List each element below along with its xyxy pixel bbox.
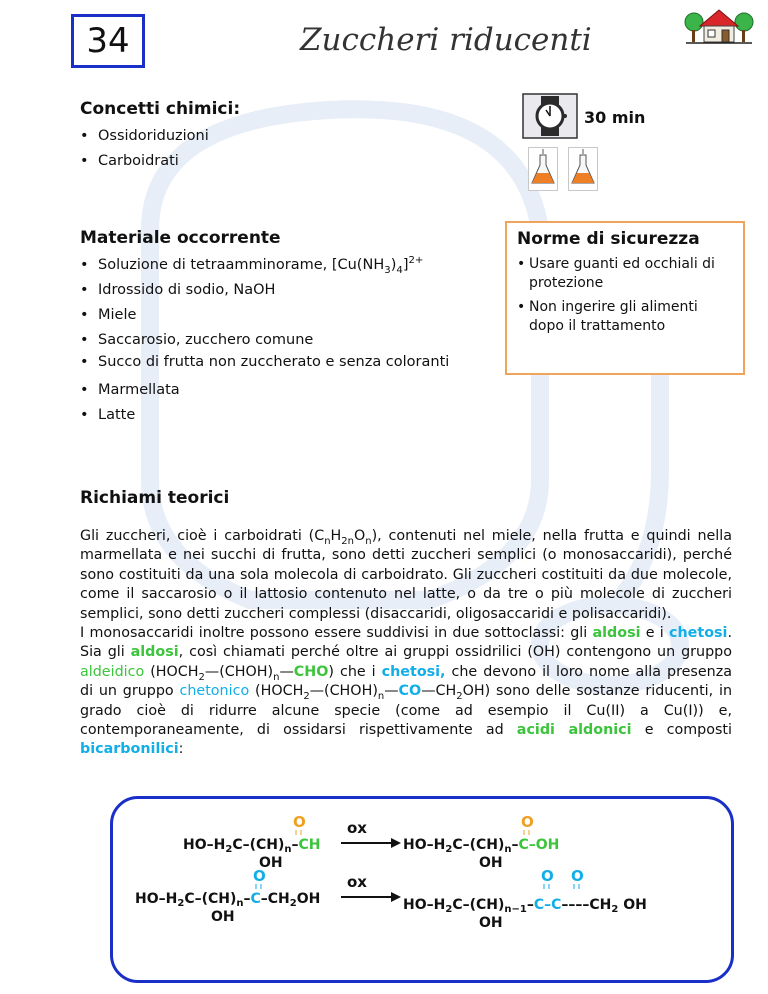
- list-item: • Ossidoriduzioni: [80, 124, 480, 149]
- list-item: • Non ingerire gli alimenti dopo il trattamento: [517, 298, 733, 336]
- list-item: • Latte: [80, 403, 520, 428]
- stopwatch-icon: [522, 93, 578, 139]
- safety-panel: [505, 221, 745, 375]
- list-item: • Idrossido di sodio, NaOH: [80, 278, 520, 303]
- list-item: • Succo di frutta non zuccherato e senza coloranti: [80, 353, 520, 378]
- concetti-list: [80, 124, 480, 174]
- theory-text: [80, 527, 732, 760]
- aldonic-acid-formula: $HO-H_2C-(CH)_n-C-OH$: [403, 837, 560, 855]
- list-item: • Usare guanti ed occhiali di protezione: [517, 255, 733, 293]
- materiale-heading: Materiale occorrente: [80, 228, 281, 248]
- concetti-heading: Concetti chimici:: [80, 99, 241, 119]
- safety-list: [517, 255, 733, 336]
- richiami-heading: Richiami teorici: [80, 488, 230, 508]
- reaction-scheme: [110, 796, 734, 983]
- duration-label: 30 min: [584, 108, 646, 127]
- safety-heading: Norme di sicurezza: [517, 229, 700, 249]
- flask-icon: [568, 147, 598, 191]
- hydroxyl-label: OH: [479, 855, 503, 871]
- carbonyl-oxygen: O: [571, 867, 584, 885]
- list-item: • Marmellata: [80, 378, 520, 403]
- aldose-formula: $HO-H_2C-(CH)_n-CH$: [183, 837, 321, 855]
- reaction-diagram: [113, 799, 737, 986]
- arrow-label: ox: [347, 873, 367, 891]
- list-item: • Saccarosio, zucchero comune: [80, 328, 520, 353]
- carbonyl-oxygen: O: [293, 813, 306, 831]
- dicarbonyl-formula: $HO-H_2C-(CH)_{n-1}-C-C----CH_2$ OH: [403, 897, 647, 915]
- carbonyl-oxygen: O: [521, 813, 534, 831]
- hydroxyl-label: OH: [211, 909, 235, 925]
- carbonyl-oxygen: O: [253, 867, 266, 885]
- list-item: • Carboidrati: [80, 149, 480, 174]
- theory-paragraph-2: I monosaccaridi inoltre possono essere suddivisi in due sottoclassi: gli aldosi e i chetosi. Sia gli aldosi, così chiamati perché oltre ai gruppi ossidrilici (OH) contengono un gruppo aldeidico $(HOCH_2—(CHOH)_n—CHO)$ che i chetosi, che devono il loro nome alla presenza di un gruppo chetonico $(HOCH_2—(CHOH)_n—CO—CH_2OH)$ sono delle sostanze riducenti, in grado cioè di ridurre alcune specie (come ad esempio il Cu(II) a Cu(I)) e, contemporaneamente, di ossidarsi rispettivamente ad acidi aldonici e composti bicarbonilici:: [80, 625, 733, 758]
- arrow-label: ox: [347, 819, 367, 837]
- list-item: • Soluzione di tetraamminorame, $[Cu(NH_3)_4]^{2+}$: [80, 253, 520, 278]
- materiale-list: [80, 253, 520, 428]
- hydroxyl-label: OH: [259, 855, 283, 871]
- hydroxyl-label: OH: [479, 915, 503, 931]
- page-title: Zuccheri riducenti: [300, 22, 592, 58]
- list-item: • Miele: [80, 303, 520, 328]
- carbonyl-oxygen: O: [541, 867, 554, 885]
- theory-paragraph-1: Gli zuccheri, cioè i carboidrati $(C_nH_{2n}O_n)$, contenuti nel miele, nella frutta e quindi nella marmellata e nei succhi di frutta, sono detti zuccheri semplici (o monosaccaridi), perché sono costituiti da una sola molecola di carboidrato. Gli zuccheri costituiti da due molecole, come il saccarosio o il lattosio contenuto nel latte, o da tre o più molecole di zuccheri semplici, sono detti zuccheri complessi (disaccaridi, oligosaccaridi e polisaccaridi).: [80, 528, 733, 622]
- house-trees-icon[interactable]: [684, 6, 754, 46]
- chapter-number: 34: [71, 14, 145, 68]
- ketose-formula: $HO-H_2C-(CH)_n-C-CH_2OH$: [135, 891, 321, 909]
- flask-icon: [528, 147, 558, 191]
